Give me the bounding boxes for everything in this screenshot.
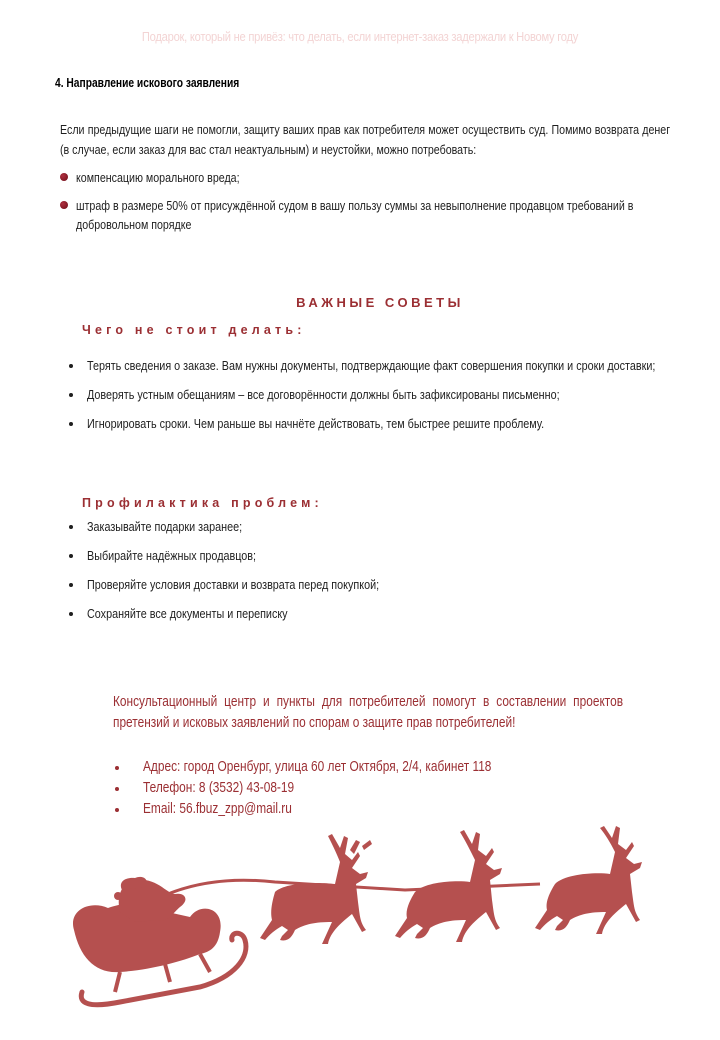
consultation-text: Консультационный центр и пункты для потребителей помогут в составлении проектов претензий и исковых заявлений по спорам о защите прав потребителей! [113, 694, 624, 731]
prevention-list-item [66, 576, 676, 594]
bullet-icon [115, 766, 119, 770]
santa-sleigh-reindeer-icon [60, 822, 670, 1022]
prevention-item-text: Заказывайте подарки заранее; [87, 519, 243, 534]
contact-address [113, 757, 568, 778]
dont-item-text: Игнорировать сроки. Чем раньше вы начнёте действовать, тем быстрее решите проблему. [87, 416, 545, 431]
prevention-item-text: Проверяйте условия доставки и возврата перед покупкой; [87, 577, 380, 592]
prevention-list-item [66, 547, 676, 565]
reindeer-pair-2 [395, 828, 502, 942]
tips-heading: ВАЖНЫЕ СОВЕТЫ [296, 295, 464, 310]
bullet-icon [115, 787, 119, 791]
intro-text: Если предыдущие шаги не помогли, защиту ваших прав как потребителя может осуществить суд. Помимо возврата денег (в случае, если заказ для вас стал неактуальным) и неустойки, можно потребовать: [60, 122, 671, 157]
claims-list-item [60, 168, 672, 187]
prevention-list-item [66, 605, 676, 623]
prevention-list-item [66, 518, 676, 536]
bullet-icon [115, 808, 119, 812]
claims-list [60, 168, 672, 243]
bullet-icon [69, 612, 73, 616]
dont-list-item [66, 357, 676, 375]
prevention-item-text: Выбирайте надёжных продавцов; [87, 548, 257, 563]
claim-text: штраф в размере 50% от присуждённой судом в вашу пользу суммы за невыполнение продавцом требований в добровольном порядке [76, 198, 634, 232]
prevention-item-text: Сохраняйте все документы и переписку [87, 606, 288, 621]
dont-list [66, 357, 676, 444]
dont-list-item [66, 386, 676, 404]
consultation-notice [113, 692, 623, 734]
bullet-icon [69, 422, 73, 426]
page-header-title: Подарок, который не привёз: что делать, если интернет-заказ задержали к Новому году [141, 29, 579, 44]
santa-hat-pompom [114, 892, 122, 900]
contact-address-text: Адрес: город Оренбург, улица 60 лет Октября, 2/4, кабинет 118 [143, 759, 492, 775]
dont-item-text: Терять сведения о заказе. Вам нужны документы, подтверждающие факт совершения покупки и сроки доставки; [87, 358, 656, 373]
bullet-dot-icon [60, 201, 68, 209]
dont-item-text: Доверять устным обещаниям – все договорённости должны быть зафиксированы письменно; [87, 387, 560, 402]
claims-list-item [60, 196, 672, 234]
bullet-icon [69, 525, 73, 529]
claim-text: компенсацию морального вреда; [76, 170, 240, 185]
reindeer-pair-3 [535, 822, 642, 934]
intro-paragraph [60, 120, 670, 160]
contact-phone [113, 778, 568, 799]
section-title: 4. Направление искового заявления [55, 76, 240, 90]
reindeer-pair-1 [260, 832, 372, 944]
bullet-icon [69, 554, 73, 558]
prevention-list [66, 518, 676, 634]
bullet-icon [69, 393, 73, 397]
bullet-icon [69, 583, 73, 587]
bullet-dot-icon [60, 173, 68, 181]
dont-list-item [66, 415, 676, 433]
contact-email-link[interactable]: Email: 56.fbuz_zpp@mail.ru [143, 801, 292, 817]
contact-email[interactable] [113, 799, 568, 820]
contact-phone-text: Телефон: 8 (3532) 43-08-19 [143, 780, 295, 796]
prevention-subheading: Профилактика проблем: [82, 496, 323, 510]
bullet-icon [69, 364, 73, 368]
contacts-list [113, 757, 568, 820]
dont-subheading: Чего не стоит делать: [82, 323, 306, 337]
